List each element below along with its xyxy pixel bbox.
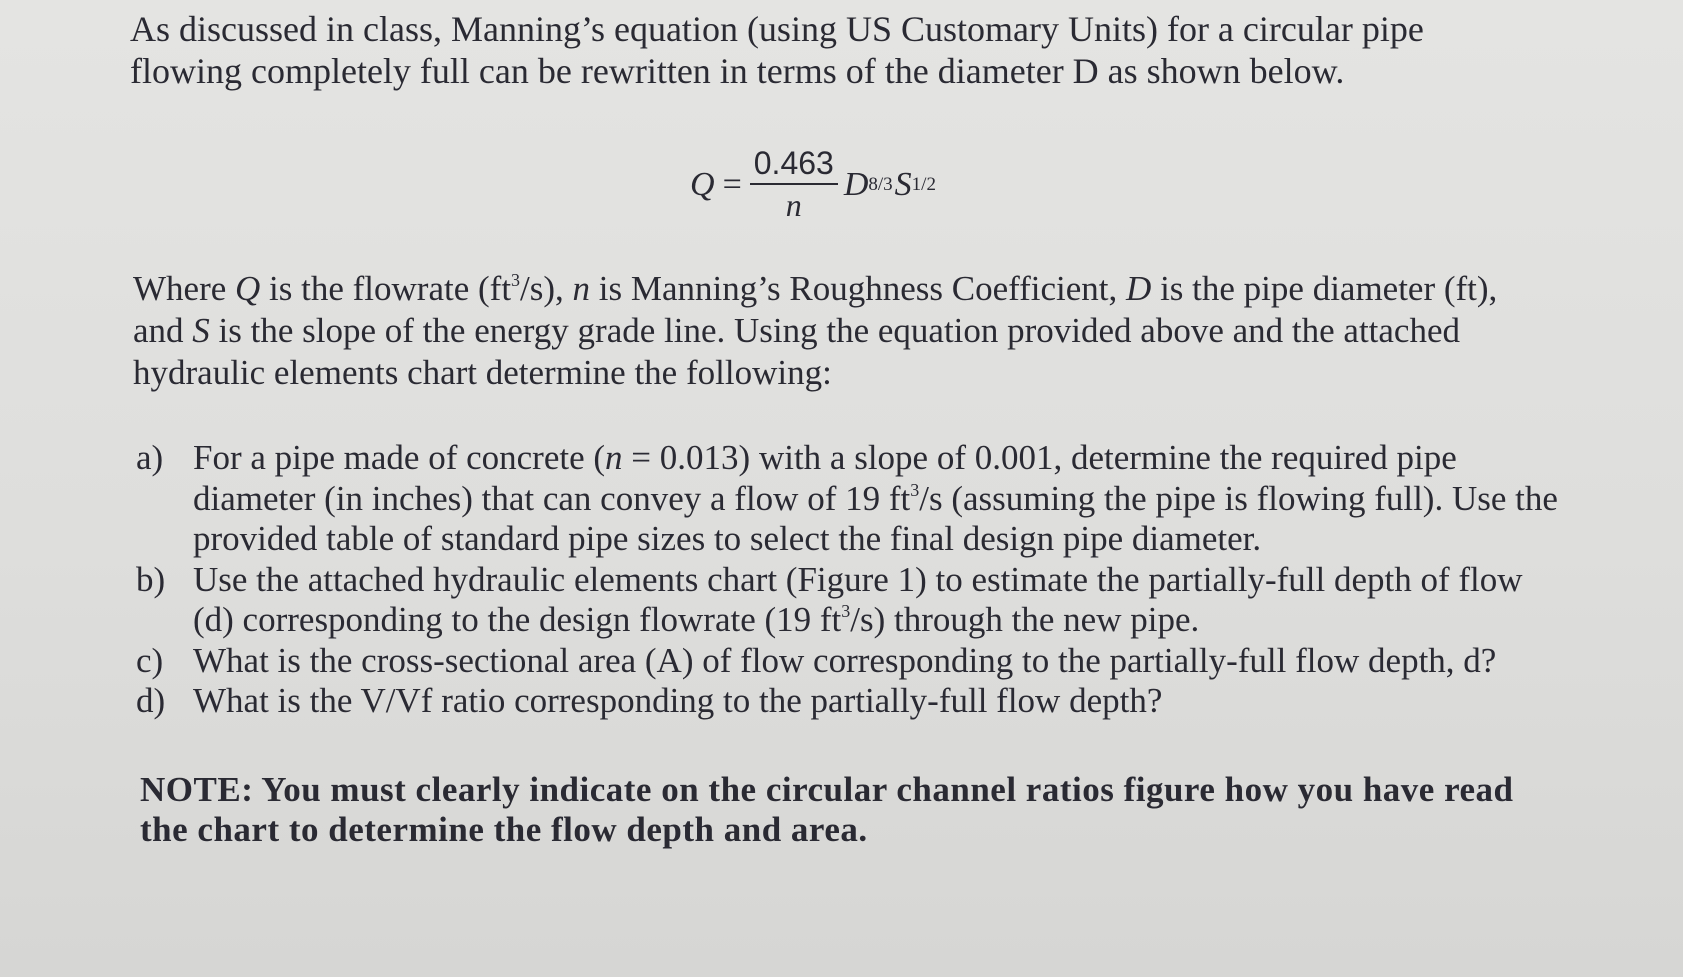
where-sup: 3 — [511, 270, 521, 290]
note-line-2: the chart to determine the flow depth and area. — [140, 810, 868, 849]
question-c-text: What is the cross-sectional area (A) of flow corresponding to the partially-full flow depth, d? — [193, 640, 1497, 680]
equation-var-s: S — [894, 166, 912, 203]
question-c-marker: c) — [136, 640, 164, 680]
where-n: n — [572, 269, 591, 308]
question-b-text-1: Use the attached hydraulic elements chart (Figure 1) to estimate the partially-full depth of flow (d) corresponding to the design flowrate (19 ft — [193, 559, 1523, 639]
manning-equation — [690, 135, 938, 235]
question-a-marker: a) — [136, 438, 164, 477]
question-a-n: n — [605, 438, 623, 477]
equation-exp-d: 8/3 — [868, 174, 893, 195]
where-text-6: is the slope of the energy grade line. Using the equation provided above and the attached hydraulic elements chart determine the following: — [133, 311, 1461, 392]
where-q: Q — [235, 269, 261, 308]
where-s: S — [192, 311, 210, 350]
question-c — [136, 641, 1566, 682]
question-d — [136, 681, 1566, 722]
where-paragraph — [133, 268, 1543, 394]
equation-equals: = — [722, 166, 742, 203]
question-list — [136, 438, 1566, 722]
where-text-3: /s), — [520, 269, 573, 308]
question-a — [136, 438, 1566, 560]
equation-fraction — [750, 145, 838, 225]
equation-numerator: 0.463 — [750, 145, 838, 185]
question-b-marker: b) — [136, 559, 166, 599]
equation-lhs: Q — [690, 166, 715, 203]
question-b-sup: 3 — [841, 601, 851, 621]
where-text-4: is Manning’s Roughness Coefficient, — [590, 269, 1127, 308]
question-a-text-3: /s (assuming the pipe is flowing full). Use the provided table of standard pipe sizes to select the final design pipe diameter. — [193, 478, 1558, 558]
intro-line-1: As discussed in class, Manning’s equation (using US Customary Units) for a circular pipe — [130, 9, 1424, 49]
intro-paragraph — [130, 8, 1550, 92]
where-text-5: is the pipe diameter (ft), and — [133, 269, 1498, 350]
question-b — [136, 560, 1566, 641]
where-text-1: Where — [133, 269, 236, 308]
equation-denominator: n — [785, 187, 802, 223]
question-d-text: What is the V/Vf ratio corresponding to the partially-full flow depth? — [193, 681, 1163, 720]
question-a-text — [193, 438, 1566, 560]
where-d: D — [1126, 269, 1152, 308]
question-a-text-1: For a pipe made of concrete ( — [193, 438, 606, 477]
question-a-text-2: = 0.013) with a slope of 0.001, determine the required pipe diameter (in inches) that can convey a flow of 19 ft — [193, 438, 1457, 518]
note-paragraph — [140, 770, 1560, 850]
where-text-2: is the flowrate (ft — [260, 269, 512, 308]
intro-line-2: flowing completely full can be rewritten in terms of the diameter D as shown below. — [130, 51, 1345, 91]
equation-var-d: D — [843, 166, 869, 203]
question-b-text-2: /s) through the new pipe. — [850, 600, 1200, 639]
question-d-marker: d) — [136, 681, 166, 720]
note-line-1: NOTE: You must clearly indicate on the circular channel ratios figure how you have read — [140, 770, 1514, 809]
question-b-text — [193, 560, 1566, 641]
equation-exp-s: 1/2 — [911, 174, 936, 195]
question-a-sup: 3 — [910, 479, 920, 500]
